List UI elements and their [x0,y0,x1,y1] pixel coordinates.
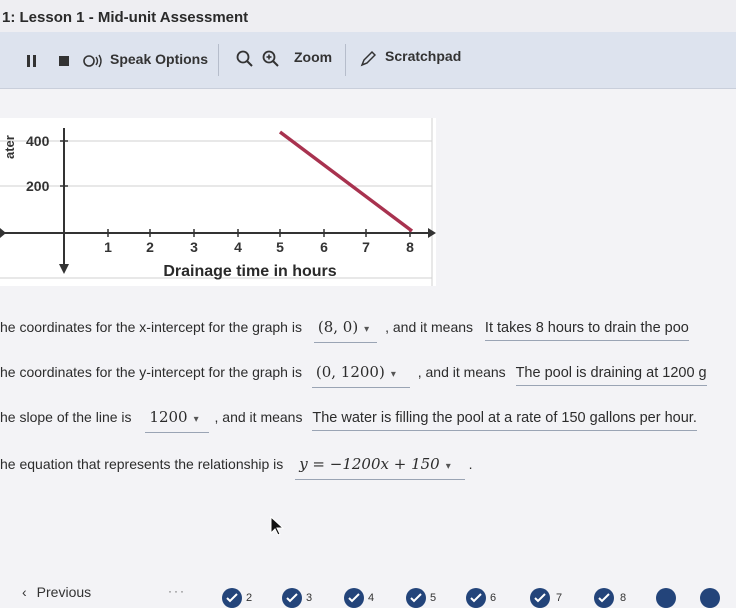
x-axis-label: Drainage time in hours [163,263,337,280]
question-prompt: he slope of the line is [0,409,132,425]
connector-text: , and it means [417,364,506,380]
step-number[interactable]: 6 [490,592,497,604]
chevron-left-icon: ‹ [22,584,27,600]
step-complete[interactable] [700,588,720,608]
step-complete[interactable] [530,588,550,608]
ellipsis-icon: ··· [168,584,186,598]
step-complete[interactable] [344,588,364,608]
question-prompt: he equation that represents the relationship is [0,456,284,472]
checkmark-icon [348,593,360,603]
speaker-icon[interactable] [82,52,104,70]
meaning-dropdown[interactable]: The pool is draining at 1200 g [516,365,707,386]
zoom-button[interactable]: Zoom [294,49,333,65]
pause-icon[interactable] [26,54,38,68]
checkmark-icon [286,593,298,603]
step-number[interactable]: 3 [306,592,313,604]
x-tick-label: 5 [276,239,284,255]
question-prompt: he coordinates for the y-intercept for the graph is [0,364,302,380]
zoom-in-icon[interactable] [262,50,280,68]
x-tick-label: 8 [406,239,414,255]
step-number[interactable]: 4 [368,592,375,604]
checkmark-icon [470,593,482,603]
answer-value: 1200 [149,408,188,426]
y-axis-label: ater [2,135,17,159]
answer-dropdown[interactable] [314,318,377,343]
zoom-out-icon[interactable] [236,50,254,68]
drainage-graph [0,118,436,286]
footer-nav [0,574,736,608]
connector-text: , and it means [214,409,303,425]
toolbar-divider [345,44,346,76]
checkmark-icon [534,593,546,603]
question-slope [0,408,697,433]
answer-dropdown[interactable] [145,408,208,433]
x-tick-label: 2 [146,239,154,255]
title-bar [0,0,736,32]
previous-button[interactable] [22,584,91,600]
y-tick-label: 400 [26,133,50,149]
step-complete[interactable] [282,588,302,608]
step-complete[interactable] [594,588,614,608]
chevron-down-icon: ▾ [390,369,396,380]
x-tick-label: 3 [190,239,198,255]
answer-value: (8, 0) [317,318,359,336]
step-complete[interactable] [466,588,486,608]
speak-options-button[interactable]: Speak Options [110,51,209,67]
x-tick-label: 4 [234,239,242,255]
step-number[interactable]: 5 [430,592,437,604]
mouse-cursor-icon [270,516,284,536]
previous-label: Previous [36,584,92,600]
connector-text: , and it means [385,319,474,335]
x-tick-label: 6 [320,239,328,255]
toolbar-divider [218,44,219,76]
checkmark-icon [410,593,422,603]
connector-text: . [468,456,473,472]
step-number[interactable]: 8 [620,592,627,604]
answer-value: (0, 1200) [315,363,385,381]
x-tick-label: 1 [104,239,112,255]
x-tick-label: 7 [362,239,370,255]
question-equation [0,455,473,480]
checkmark-icon [598,593,610,603]
step-complete[interactable] [656,588,676,608]
answer-dropdown[interactable] [312,363,410,388]
question-y-intercept [0,363,707,388]
answer-value: y = −1200x + 150 [299,455,440,473]
meaning-dropdown[interactable]: It takes 8 hours to drain the poo [485,320,689,341]
step-number[interactable]: 2 [246,592,253,604]
question-prompt: he coordinates for the x-intercept for the graph is [0,319,302,335]
meaning-dropdown[interactable]: The water is filling the pool at a rate of 150 gallons per hour. [312,410,696,431]
chevron-down-icon: ▾ [445,461,451,472]
chevron-down-icon: ▾ [364,324,370,335]
scratchpad-button[interactable]: Scratchpad [385,48,462,64]
answer-dropdown[interactable] [295,455,465,480]
step-number[interactable]: 7 [556,592,563,604]
question-x-intercept [0,318,689,343]
step-complete[interactable] [222,588,242,608]
checkmark-icon [226,593,238,603]
step-complete[interactable] [406,588,426,608]
pencil-icon[interactable] [360,50,376,68]
y-tick-label: 200 [26,178,50,194]
page-title: 1: Lesson 1 - Mid-unit Assessment [2,9,249,26]
stop-icon[interactable] [58,55,70,67]
toolbar [0,32,736,89]
chevron-down-icon: ▾ [193,414,199,425]
